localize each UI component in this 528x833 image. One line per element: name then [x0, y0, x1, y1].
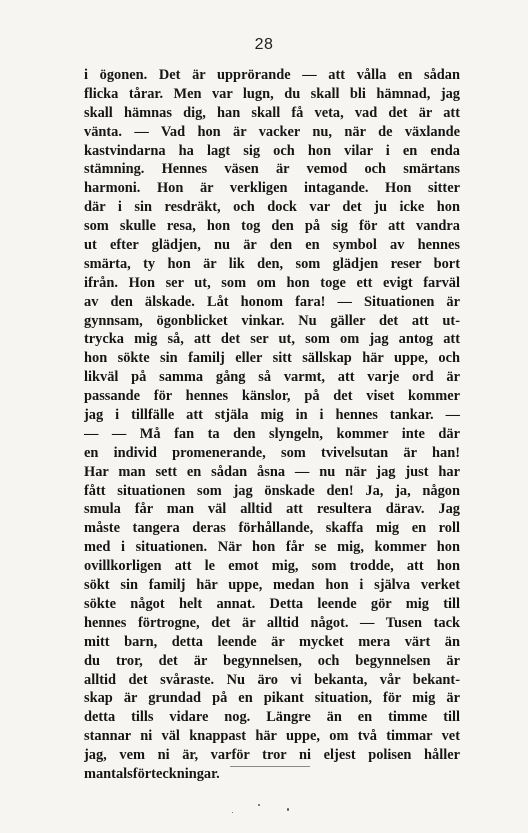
text-line: stämning. Hennes väsen är vemod och smärtans [84, 161, 460, 178]
text-line: mitt barn, detta leende är mycket mera värt än [84, 633, 460, 650]
text-line: du tror, det är begynnelsen, och begynnelsen är [84, 652, 460, 669]
print-speck [258, 804, 260, 806]
text-line: med i situationen. När hon får se mig, kommer hon [84, 539, 460, 556]
text-line: Har man sett en sådan åsna — nu när jag just har [84, 463, 460, 480]
text-line: gynnsam, ögonblicket vinkar. Nu gäller det att ut- [84, 312, 460, 329]
text-line: ut efter glädjen, nu är den en symbol av hennes [84, 237, 460, 254]
text-line: likväl på samma gång så varmt, att varje ord är [84, 369, 460, 386]
text-line: skap är grundad på en pikant situation, för mig är [84, 690, 460, 707]
body-text [84, 66, 460, 784]
text-line: ifrån. Hon ser ut, som om hon toge ett evigt farväl [84, 274, 460, 291]
text-line: detta tills vidare nog. Längre än en timme till [84, 709, 460, 726]
text-line: passande för hennes känslor, på det viset kommer [84, 388, 460, 405]
text-line: smärta, ty hon är lik den, som glädjen reser bort [84, 255, 460, 272]
text-line: hennes förtrogne, det är alltid något. — Tusen tack [84, 614, 460, 631]
text-line: vänta. — Vad hon är vacker nu, när de växlande [84, 123, 460, 140]
text-line: harmoni. Hon är verkligen intagande. Hon sitter [84, 180, 460, 197]
text-line: smula får man väl alltid att resultera därav. Jag [84, 501, 460, 518]
text-line: stannar ni väl knappast här uppe, om två timmar vet [84, 728, 460, 745]
text-line: hon sökte sin familj eller sitt sällskap här uppe, och [84, 350, 460, 367]
text-line: kastvindarna ha lagt sig och hon vilar i en enda [84, 142, 460, 159]
text-line: jag, vem ni är, varför tror ni eljest polisen håller [84, 747, 460, 764]
text-line: som skulle resa, hon tog den på sig för att vandra [84, 218, 460, 235]
print-speck [232, 812, 233, 813]
text-line: ovillkorligen att le emot mig, som trodde, att hon [84, 558, 460, 575]
text-line: en individ promenerande, som tvivelsutan är han! [84, 444, 460, 461]
text-line: sökte något helt annat. Detta leende gör mig till [84, 595, 460, 612]
closing-rule [230, 766, 310, 767]
text-line: alltid det svåraste. Nu äro vi bekanta, vår bekant- [84, 671, 460, 688]
text-line: där i sin resdräkt, och dock var det ju icke hon [84, 199, 460, 216]
text-line: av den älskade. Låt honom fara! — Situationen är [84, 293, 460, 310]
text-line: skall hämnas dig, han skall få veta, vad det är att [84, 104, 460, 121]
text-line: i ögonen. Det är upprörande — att vålla en sådan [84, 67, 460, 83]
text-line: — — Må fan ta den slyngeln, kommer inte där [84, 425, 460, 442]
text-line: fått situationen som jag önskade den! Ja, ja, någon [84, 482, 460, 499]
text-line: sökt sin familj här uppe, medan hon i själva verket [84, 577, 460, 594]
text-line: trycka mig så, att det ser ut, som om jag antog att [84, 331, 460, 348]
print-speck [287, 808, 289, 811]
text-line: måste tangera deras förhållande, skaffa mig en roll [84, 520, 460, 537]
text-line: mantalsförteckningar. [84, 765, 220, 782]
text-line: jag i tillfälle att stjäla mig in i hennes tankar. — [84, 407, 460, 424]
page-number: 28 [254, 36, 274, 53]
text-line: flicka tårar. Men var lugn, du skall bli hämnad, jag [84, 85, 460, 102]
